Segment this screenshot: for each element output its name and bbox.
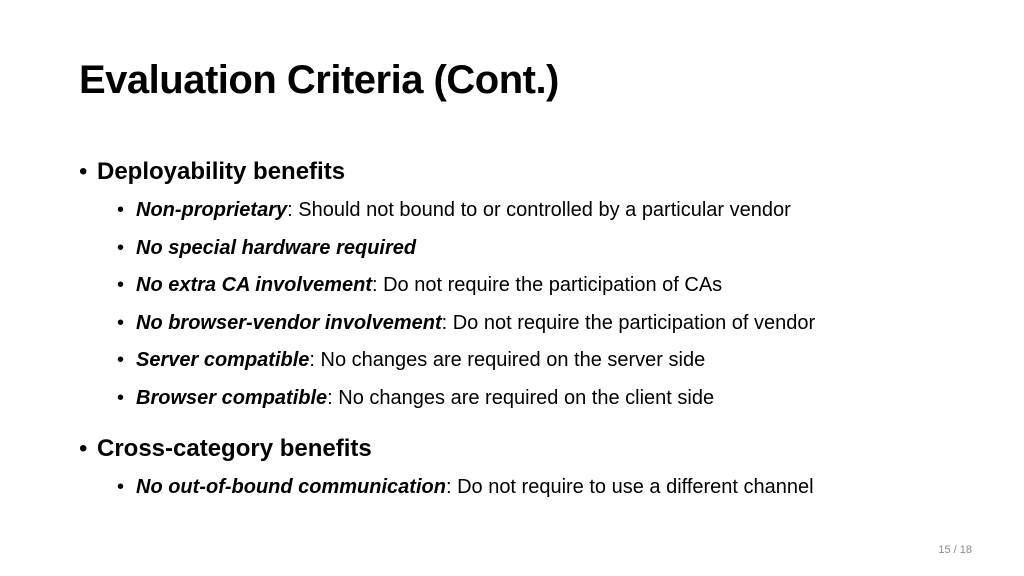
bullet-icon: • bbox=[117, 386, 125, 409]
section-heading bbox=[79, 154, 979, 190]
criterion-term: Server compatible bbox=[136, 349, 310, 371]
list-item bbox=[117, 230, 979, 268]
list-item bbox=[117, 380, 979, 418]
list-item bbox=[117, 192, 979, 230]
list-item bbox=[117, 267, 979, 305]
criterion-description: : Should not bound to or controlled by a particular vendor bbox=[287, 199, 791, 221]
slide-title: Evaluation Criteria (Cont.) bbox=[79, 58, 559, 102]
bullet-icon: • bbox=[117, 476, 125, 498]
bullet-icon: • bbox=[79, 158, 88, 185]
list-item bbox=[117, 305, 979, 343]
section-deployability bbox=[79, 154, 979, 417]
list-item bbox=[117, 342, 979, 380]
criterion-term: Browser compatible bbox=[136, 386, 328, 409]
section-cross-category bbox=[79, 431, 979, 507]
criterion-description: : No changes are required on the server side bbox=[309, 349, 706, 371]
bullet-icon: • bbox=[117, 199, 125, 221]
bullet-icon: • bbox=[79, 435, 88, 462]
bullet-icon: • bbox=[117, 274, 125, 296]
section-heading-text: Deployability benefits bbox=[97, 158, 346, 185]
page-number: 15 / 18 bbox=[938, 544, 972, 556]
section-heading-text: Cross-category benefits bbox=[97, 435, 372, 462]
list-item bbox=[117, 469, 979, 507]
bullet-icon: • bbox=[117, 349, 125, 371]
criterion-description: : Do not require the participation of vendor bbox=[441, 311, 816, 334]
slide-content bbox=[79, 154, 979, 507]
criterion-description: : No changes are required on the client side bbox=[327, 386, 715, 409]
section-heading bbox=[79, 431, 979, 467]
criterion-term: No out-of-bound communication bbox=[136, 476, 446, 498]
criterion-description: : Do not require to use a different channel bbox=[445, 476, 814, 498]
criterion-description: : Do not require the participation of CAs bbox=[372, 274, 723, 296]
criterion-term: No special hardware required bbox=[136, 236, 417, 259]
bullet-icon: • bbox=[117, 311, 125, 334]
criteria-list bbox=[79, 469, 979, 507]
criterion-term: No browser-vendor involvement bbox=[136, 311, 442, 334]
bullet-icon: • bbox=[117, 236, 125, 259]
criteria-list bbox=[79, 192, 979, 417]
criterion-term: No extra CA involvement bbox=[136, 274, 372, 296]
criterion-term: Non-proprietary bbox=[136, 199, 288, 221]
